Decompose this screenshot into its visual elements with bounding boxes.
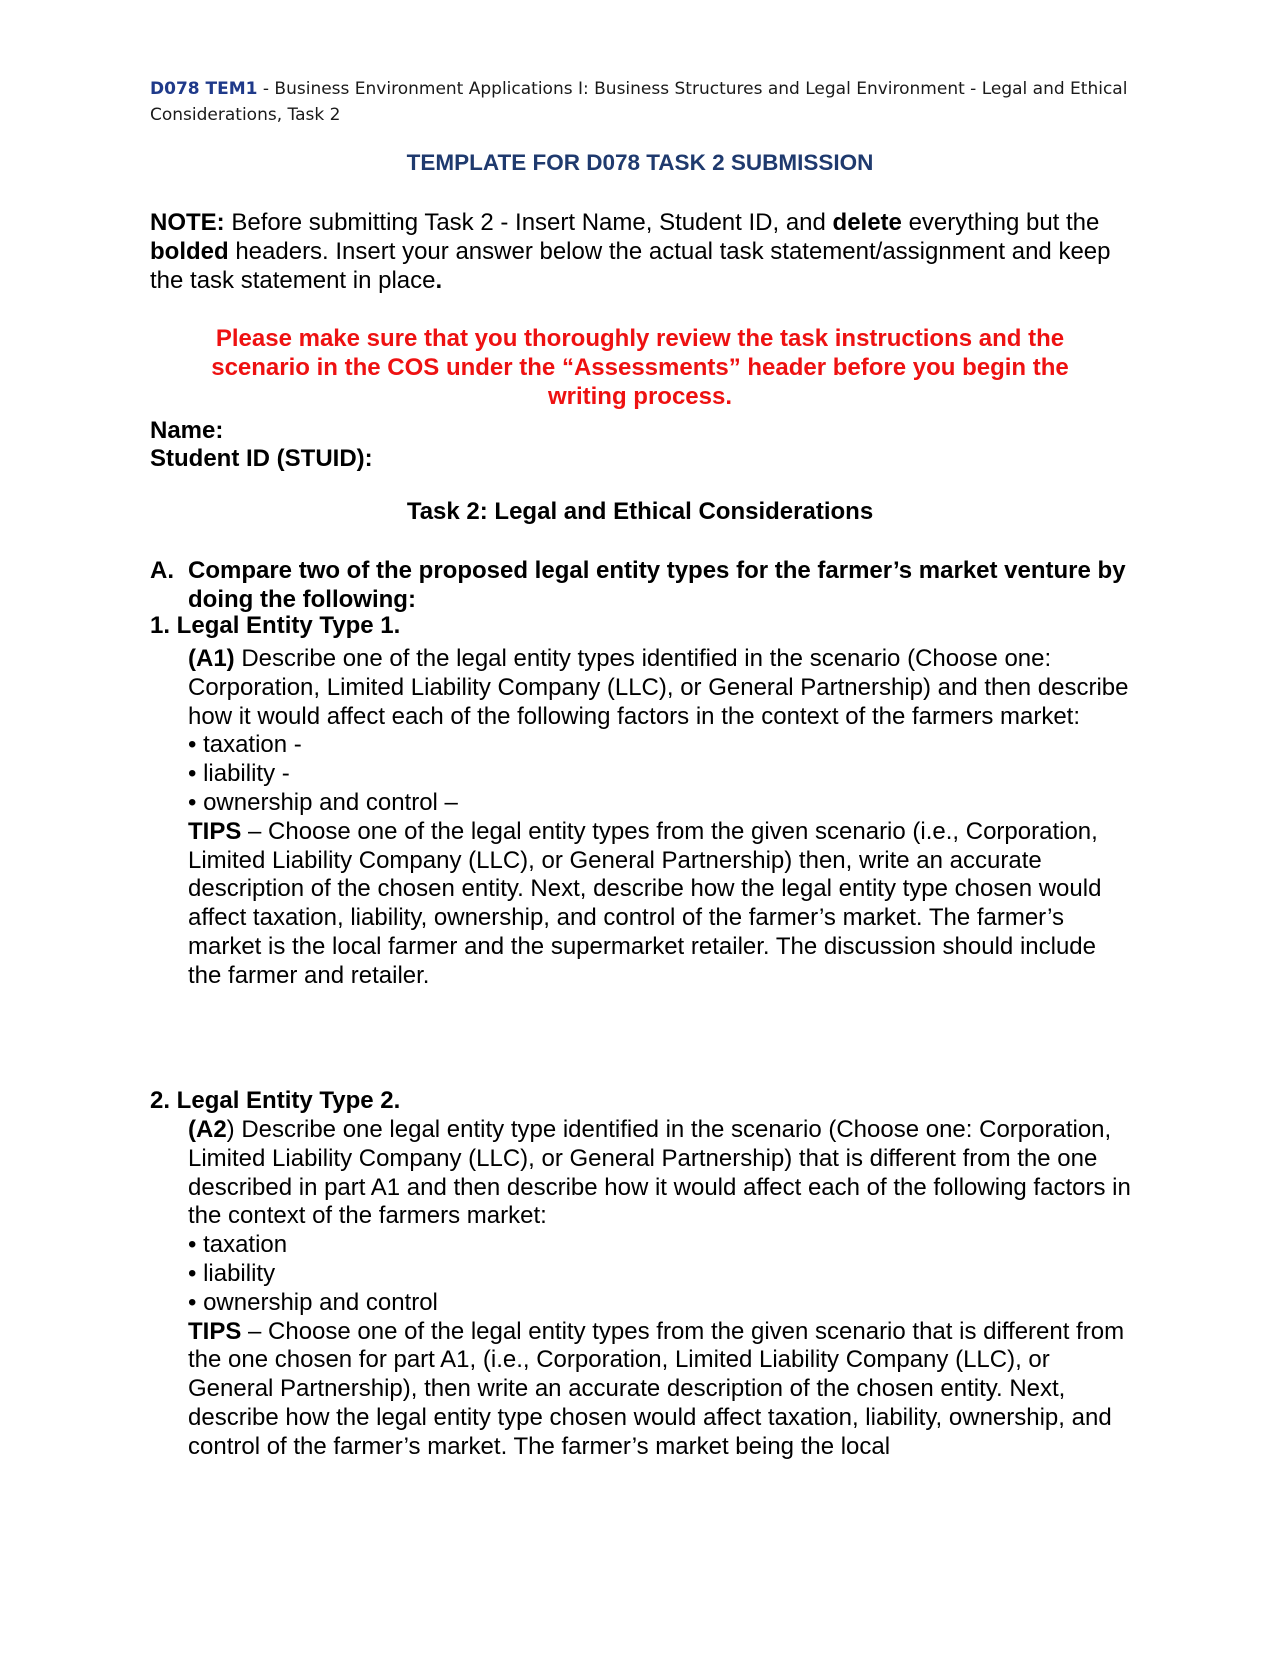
section-2-body [188,1116,1133,1462]
note-text-3: headers. Insert your answer below the actual task statement/assignment and keep the task statement in place [150,238,1111,294]
section-2-description [188,1116,1133,1231]
section-1-tips [188,818,1133,991]
note-delete-word: delete [832,209,902,236]
section-2-tips [188,1318,1133,1462]
section-2-description-text: ) Describe one legal entity type identified in the scenario (Choose one: Corporation, Limited Liability Company (LLC), or General Partnership) that is different from the one described in part A1 and then describe how it would affect each of the following factors in the context of the farmers market: [188,1116,1131,1230]
note-text-2: everything but the [901,209,1100,236]
section-1-description [188,645,1133,731]
note-text-1: Before submitting Task 2 - Insert Name, Student ID, and [224,209,833,236]
section-1-bullet: • taxation - [188,731,302,759]
section-1-tips-label: TIPS [188,817,242,845]
section-1-description-text: Describe one of the legal entity types identified in the scenario (Choose one: Corporation, Limited Liability Company (LLC), or General Partnership) and then describe how it would affect each of the following factors in the context of the farmers market: [188,645,1129,730]
course-description: - Business Environment Applications I: Business Structures and Legal Environment - Legal and Ethical Considerations, Task 2 [150,79,1128,125]
part-a-text: Compare two of the proposed legal entity types for the farmer’s market venture by doing the following: [188,557,1126,613]
note-paragraph [150,208,1130,295]
part-a-instruction [150,556,1130,614]
review-warning: Please make sure that you thoroughly review the task instructions and the scenario in the COS under the “Assessments” header before you begin the writing process. [211,325,1069,410]
page-header [150,76,1130,128]
section-1-tips-text: – Choose one of the legal entity types from the given scenario (i.e., Corporation, Limited Liability Company (LLC), or General Partnership) then, write an accurate description of the chosen entity. Next, describe how the legal entity type chosen would affect taxation, liability, ownership, and control of the farmer’s market. The farmer’s market is the local farmer and the supermarket retailer. The discussion should include the farmer and retailer. [188,817,1102,989]
section-1-body [188,645,1133,991]
course-code: D078 TEM1 [150,79,258,99]
task-title: Task 2: Legal and Ethical Considerations [406,498,874,525]
student-id-label: Student ID (STUID): [150,445,373,472]
section-2-heading: 2. Legal Entity Type 2. [150,1087,401,1114]
section-1-code: (A1) [188,645,235,672]
section-2-bullet: • liability [188,1259,276,1287]
section-2-bullet: • taxation [188,1231,288,1259]
note-label: NOTE: [150,209,225,236]
section-2-bullet: • ownership and control [188,1288,438,1316]
section-2-code: (A2 [188,1116,227,1143]
section-2-tips-text: – Choose one of the legal entity types from the given scenario that is different from the one chosen for part A1, (i.e., Corporation, Limited Liability Company (LLC), or General Partnership), then write an accurate description of the chosen entity. Next, describe how the legal entity type chosen would affect taxation, liability, ownership, and control of the farmer’s market. The farmer’s market being the local [188,1317,1125,1460]
note-end: . [435,267,443,294]
section-2-tips-label: TIPS [188,1317,242,1345]
part-a-letter: A. [150,557,174,584]
document-title: TEMPLATE FOR D078 TASK 2 SUBMISSION [406,150,874,175]
name-label: Name: [150,417,224,444]
note-bolded-word: bolded [150,238,229,265]
section-1-heading: 1. Legal Entity Type 1. [150,612,401,639]
section-1-bullet: • liability - [188,760,290,788]
section-1-bullet: • ownership and control – [188,788,458,816]
